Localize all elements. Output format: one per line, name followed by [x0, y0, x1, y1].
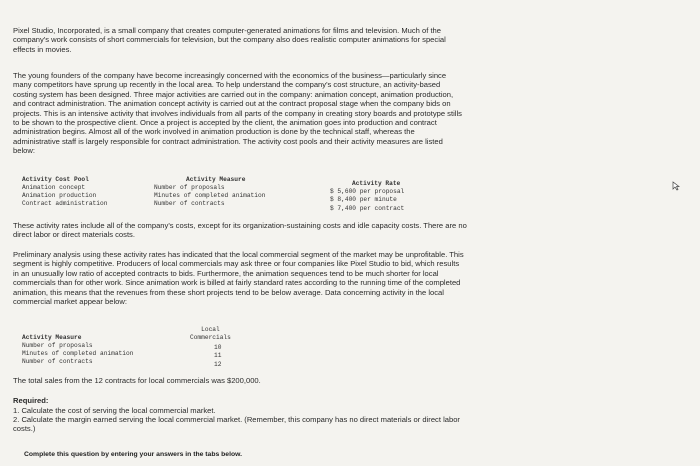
mouse-cursor-icon [672, 181, 680, 191]
measure-row-1: Number of proposals [154, 184, 225, 191]
local-row-3-value: 12 [214, 361, 222, 368]
founders-paragraph: The young founders of the company have become increasingly concerned with the economics of the business—particularly since many competitors have sprung up recently in the local area. To help understand the company's cost structure, an activity-based costing system has been designed. Three major activities are carried out in the company: animation concept, animation production, and contract administration. The animation concept activity is carried out at the contract proposal stage when the company bids on projects. This is an intensive activity that involves individuals from all parts of the company in creating story boards and prototype stills to be shown to the prospective client. Once a project is accepted by the client, the animation goes into production and contract administration begins. Almost all of the work involved in animation production is done by the technical staff, whereas the administrative staff is largely responsible for contract administration. The activity cost pools and their activity measures are listed below: [13, 71, 462, 156]
pool-row-3: Contract administration [22, 200, 108, 207]
rate-row-1: $ 5,600 per proposal [330, 188, 405, 195]
pool-row-1: Animation concept [22, 184, 86, 191]
rate-row-2: $ 8,400 per minute [330, 196, 397, 203]
total-sales-text: The total sales from the 12 contracts for local commercials was $200,000. [13, 376, 261, 385]
local-row-2-value: 11 [214, 352, 222, 359]
required-item-2: 2. Calculate the margin earned serving the local commercial market. (Remember, this company has no direct materials or direct labor costs.) [13, 415, 460, 434]
local-row-2-label: Minutes of completed animation [22, 350, 134, 357]
activity-measure-header: Activity Measure [22, 334, 82, 341]
intro-paragraph: Pixel Studio, Incorporated, is a small company that creates computer-generated animations for films and television. Much of the company's work consists of short commercials for television, but the company also does realistic computer animations for special effects in movies. [13, 26, 446, 54]
local-row-3-label: Number of contracts [22, 358, 93, 365]
analysis-paragraph: Preliminary analysis using these activity rates has indicated that the local commercial segment of the market may be unprofitable. This segment is highly competitive. Producers of local commercials may ask three or four companies like Pixel Studio to bid, which results in an unusually low ratio of accepted contracts to bids. Furthermore, the animation sequences tend to be much shorter for local commercials than for other work. Since animation work is billed at fairly standard rates according to the running time of the completed animation, this means that the revenues from these short projects tend to be below average. Data concerning activity in the local commercial market appear below: [13, 250, 464, 307]
pool-header: Activity Cost Pool [22, 176, 89, 183]
required-heading: Required: [13, 396, 49, 405]
measure-row-3: Number of contracts [154, 200, 225, 207]
local-row-1-label: Number of proposals [22, 342, 93, 349]
rates-note-paragraph: These activity rates include all of the company's costs, except for its organization-sustaining costs and idle capacity costs. There are no direct labor or direct materials costs. [13, 221, 467, 240]
measure-header: Activity Measure [186, 176, 246, 183]
rate-header: Activity Rate [352, 180, 401, 187]
measure-row-2: Minutes of completed animation [154, 192, 266, 199]
required-item-1: 1. Calculate the cost of serving the local commercial market. [13, 406, 216, 415]
instruction-text: Complete this question by entering your answers in the tabs below. [24, 451, 243, 458]
local-commercials-header: Local Commercials [190, 326, 231, 341]
local-row-1-value: 10 [214, 344, 222, 351]
pool-row-2: Animation production [22, 192, 97, 199]
rate-row-3: $ 7,400 per contract [330, 205, 405, 212]
